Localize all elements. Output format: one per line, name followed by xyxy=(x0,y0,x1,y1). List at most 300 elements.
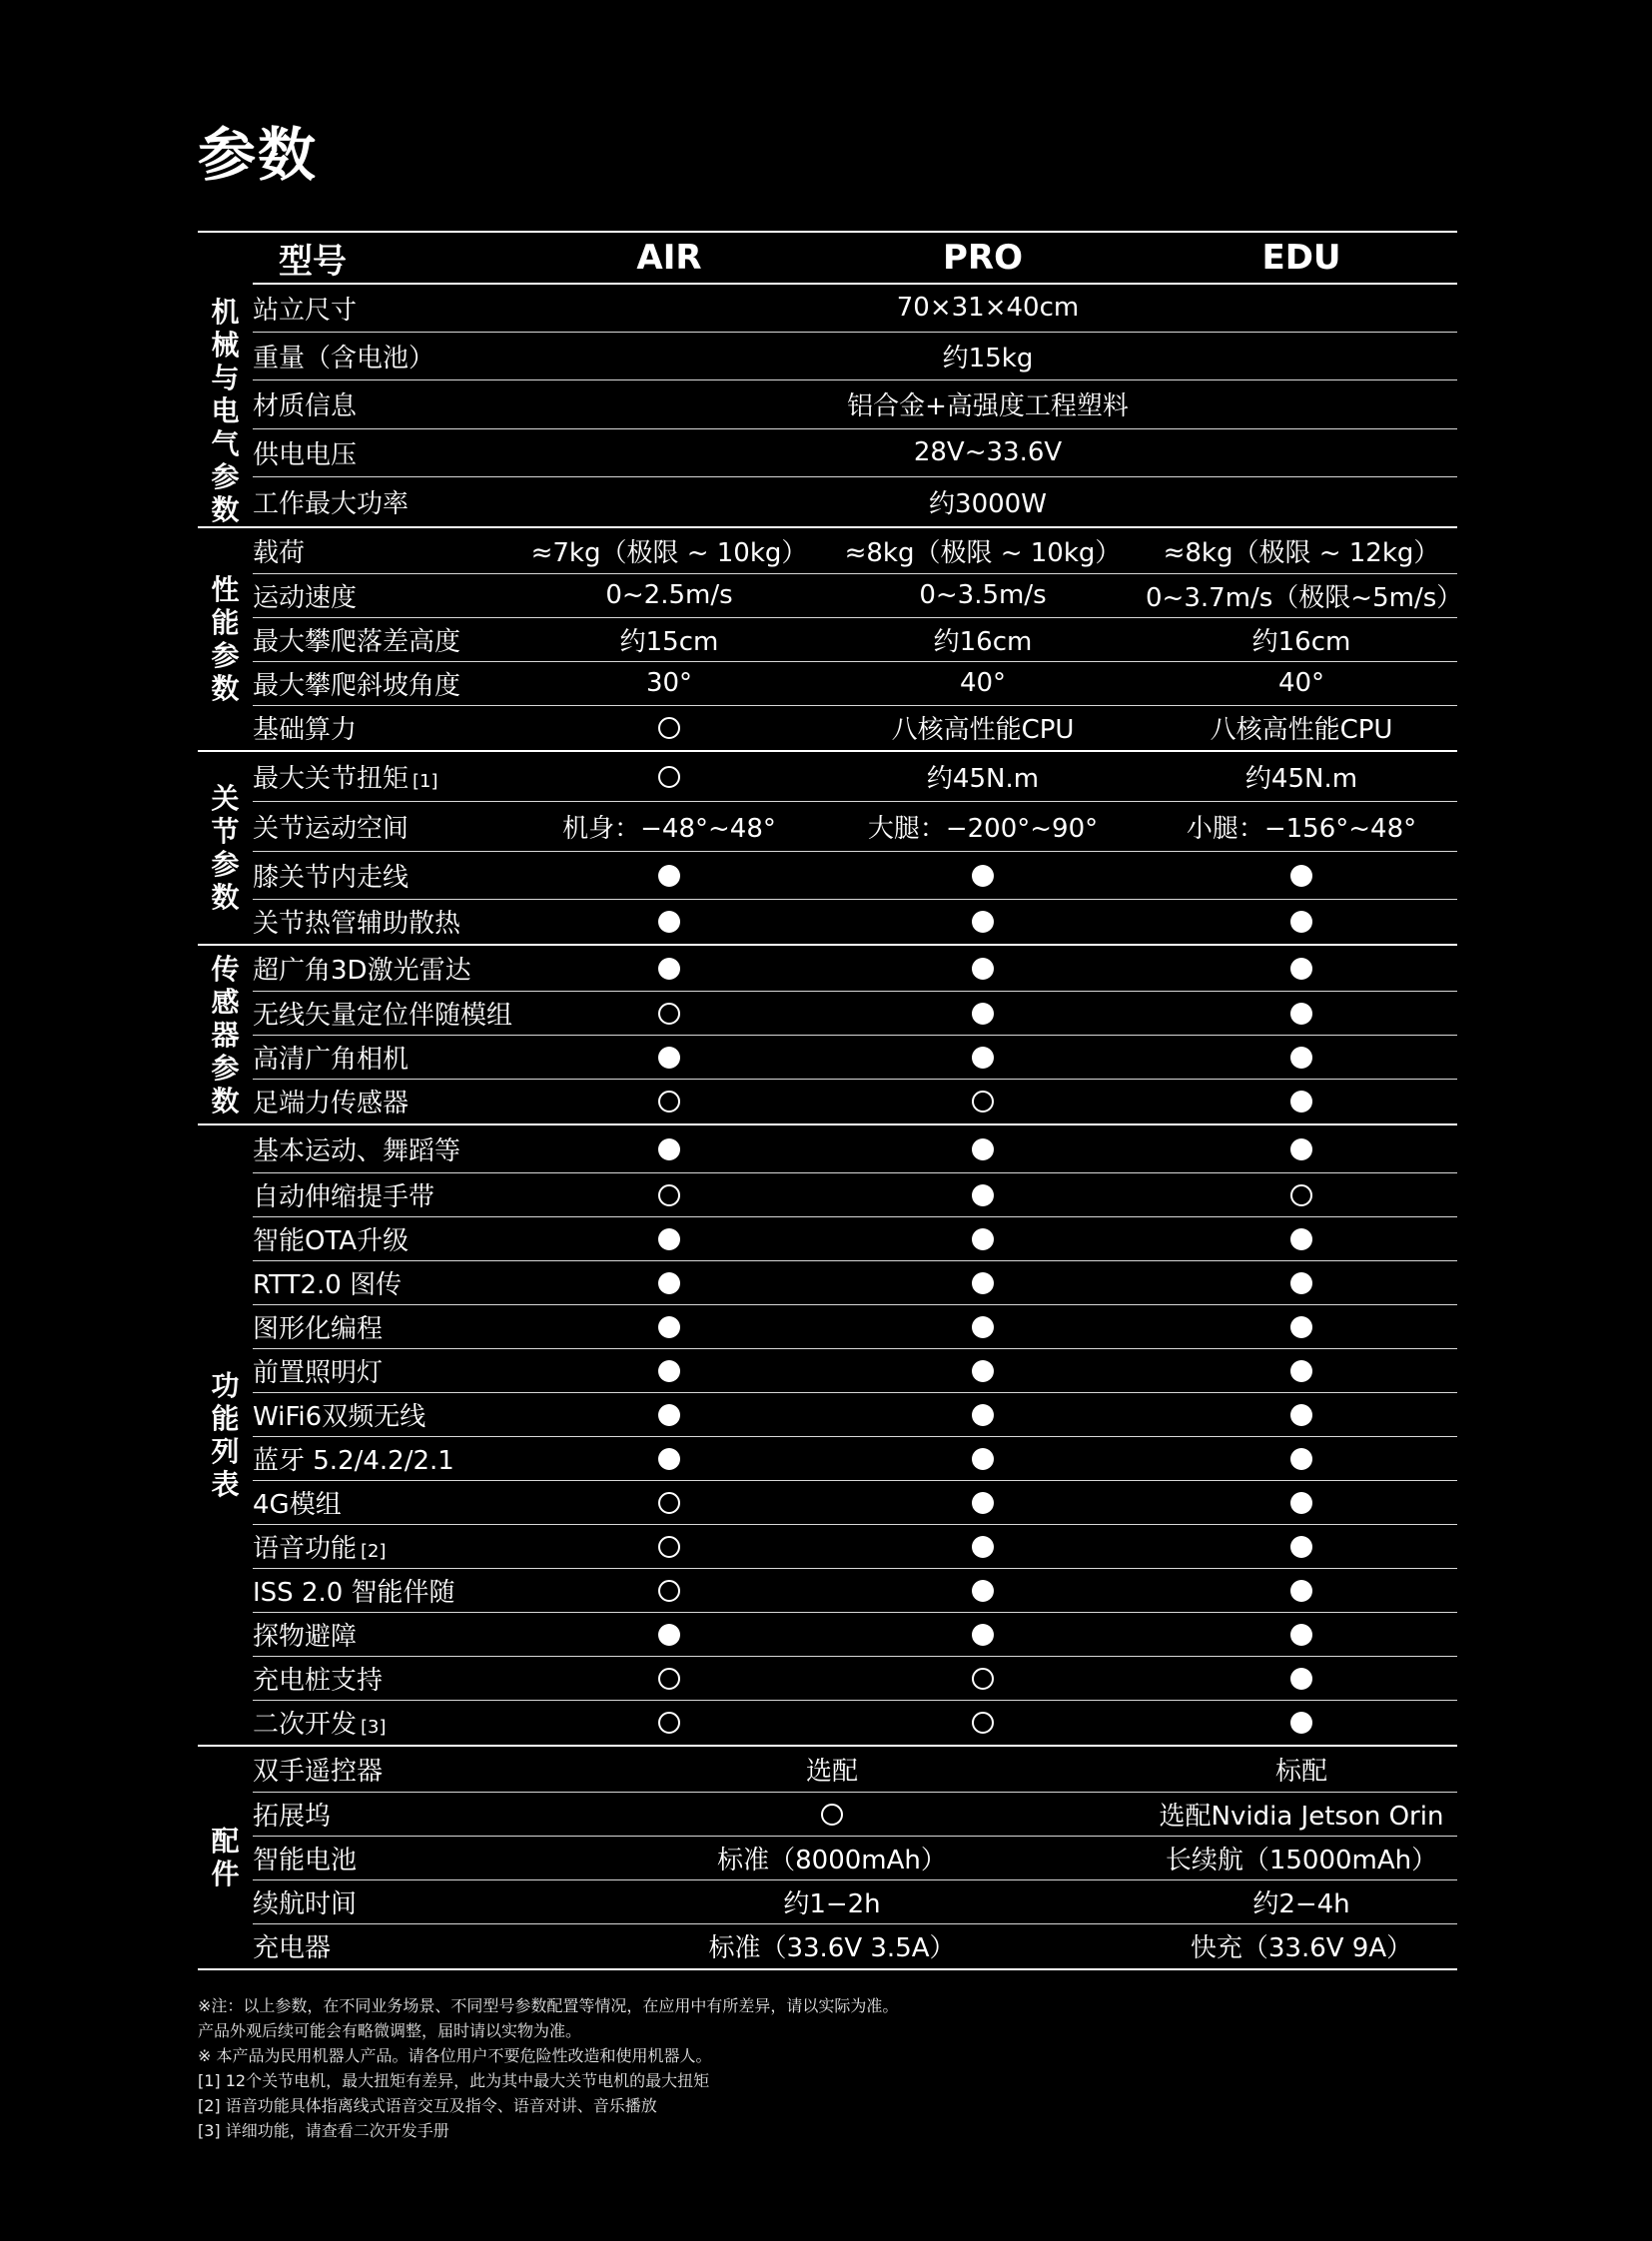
value-pro xyxy=(820,1612,1146,1656)
cell-value: 70×31×40cm xyxy=(896,293,1080,324)
filled-circle-icon xyxy=(972,1003,994,1025)
cell-value: 八核高性能CPU xyxy=(1210,715,1393,746)
value-air xyxy=(518,573,820,617)
value-edu xyxy=(1146,1700,1457,1746)
row-label-text: 运动速度 xyxy=(253,582,358,613)
model-header-pro: PRO xyxy=(820,232,1146,284)
filled-circle-icon xyxy=(1290,865,1312,887)
value-edu xyxy=(1146,1260,1457,1304)
cell-value: 约15cm xyxy=(619,626,719,657)
footnote-line: [1] 12个关节电机，最大扭矩有差异，此为其中最大关节电机的最大扭矩 xyxy=(198,2071,710,2090)
filled-circle-icon xyxy=(1290,1492,1312,1514)
empty-circle-icon xyxy=(972,1712,994,1734)
filled-circle-icon xyxy=(658,1047,680,1069)
row-label-text: 续航时间 xyxy=(253,1888,358,1919)
row-label-text: 足端力传感器 xyxy=(253,1089,410,1120)
table-row xyxy=(198,1079,1457,1124)
filled-circle-icon xyxy=(1290,1091,1312,1113)
value-edu xyxy=(1146,1392,1457,1436)
row-label xyxy=(253,428,518,476)
table-row xyxy=(198,284,1457,332)
filled-circle-icon xyxy=(972,1316,994,1338)
value-air xyxy=(518,1079,820,1124)
value-edu xyxy=(1146,1792,1457,1836)
empty-circle-icon xyxy=(658,717,680,739)
row-label-text: RTT2.0 图传 xyxy=(253,1269,403,1300)
value-air xyxy=(518,1304,820,1348)
row-label xyxy=(253,751,518,801)
row-label-text: 站立尺寸 xyxy=(253,295,358,326)
filled-circle-icon xyxy=(1290,1624,1312,1646)
table-row xyxy=(198,1746,1457,1792)
filled-circle-icon xyxy=(972,1360,994,1382)
category-char: 传 xyxy=(211,952,240,986)
cell-value: 长续航（15000mAh） xyxy=(1165,1845,1438,1875)
filled-circle-icon xyxy=(658,1360,680,1382)
value-air-pro xyxy=(518,1923,1146,1969)
cell-value: 40° xyxy=(959,668,1007,698)
value-air-pro xyxy=(518,1879,1146,1923)
cell-value: ≈7kg（极限 ~ 10kg） xyxy=(530,537,808,568)
value-edu xyxy=(1146,1656,1457,1700)
footnote-ref: [3] xyxy=(361,1717,387,1739)
filled-circle-icon xyxy=(1290,1003,1312,1025)
empty-circle-icon xyxy=(658,766,680,788)
value-edu xyxy=(1146,1746,1457,1792)
category-char: 机 xyxy=(211,296,240,329)
value-pro xyxy=(820,945,1146,991)
model-header-label: 型号 xyxy=(253,232,518,284)
row-label-text: 最大关节扭矩 xyxy=(253,763,410,794)
empty-circle-icon xyxy=(658,1184,680,1206)
row-label xyxy=(253,1923,518,1969)
value-pro xyxy=(820,1035,1146,1079)
filled-circle-icon xyxy=(658,865,680,887)
value-pro xyxy=(820,1656,1146,1700)
table-row xyxy=(198,991,1457,1035)
value-air xyxy=(518,1172,820,1216)
table-row xyxy=(198,1392,1457,1436)
table-row xyxy=(198,705,1457,751)
row-label xyxy=(253,899,518,945)
table-row xyxy=(198,751,1457,801)
value-edu xyxy=(1146,527,1457,573)
category-label xyxy=(198,527,253,751)
filled-circle-icon xyxy=(658,1404,680,1426)
header-row xyxy=(198,232,1457,284)
value-pro xyxy=(820,899,1146,945)
row-label xyxy=(253,1124,518,1172)
value-air xyxy=(518,617,820,661)
filled-circle-icon xyxy=(1290,1316,1312,1338)
category-char: 节 xyxy=(211,815,240,848)
row-label xyxy=(253,476,518,527)
table-row xyxy=(198,1035,1457,1079)
cell-value: 大腿：−200°~90° xyxy=(867,813,1099,844)
category-label xyxy=(198,284,253,527)
value-pro xyxy=(820,705,1146,751)
cell-value: 约1−2h xyxy=(783,1888,881,1919)
row-label-text: 前置照明灯 xyxy=(253,1357,384,1388)
filled-circle-icon xyxy=(658,1138,680,1160)
category-label xyxy=(198,1746,253,1969)
table-row xyxy=(198,1304,1457,1348)
value-edu xyxy=(1146,1348,1457,1392)
table-row xyxy=(198,1524,1457,1568)
value-edu xyxy=(1146,945,1457,991)
value-edu xyxy=(1146,1923,1457,1969)
row-label xyxy=(253,617,518,661)
value-edu xyxy=(1146,1079,1457,1124)
cell-value: 约45N.m xyxy=(1244,763,1358,794)
value-pro xyxy=(820,1700,1146,1746)
filled-circle-icon xyxy=(972,958,994,980)
category-char: 感 xyxy=(211,985,240,1019)
table-row xyxy=(198,332,1457,379)
value-edu xyxy=(1146,1524,1457,1568)
value-pro xyxy=(820,1124,1146,1172)
merged-value xyxy=(518,476,1457,527)
row-label xyxy=(253,1348,518,1392)
row-label xyxy=(253,1656,518,1700)
value-pro xyxy=(820,573,1146,617)
value-edu xyxy=(1146,617,1457,661)
category-char: 与 xyxy=(211,362,240,394)
value-air xyxy=(518,1700,820,1746)
value-pro xyxy=(820,851,1146,899)
row-label-text: 最大攀爬斜坡角度 xyxy=(253,670,461,701)
cell-value: 标准（33.6V 3.5A） xyxy=(708,1933,956,1964)
value-pro xyxy=(820,1260,1146,1304)
filled-circle-icon xyxy=(972,1228,994,1250)
row-label-text: 自动伸缩提手带 xyxy=(253,1181,435,1212)
row-label-text: WiFi6双频无线 xyxy=(253,1401,426,1432)
cell-value: ≈8kg（极限 ~ 10kg） xyxy=(844,537,1122,568)
footnotes xyxy=(198,1993,898,2143)
row-label-text: 材质信息 xyxy=(253,391,358,422)
value-pro xyxy=(820,1524,1146,1568)
table-row xyxy=(198,661,1457,705)
value-pro xyxy=(820,1392,1146,1436)
value-edu xyxy=(1146,1035,1457,1079)
cell-value: 标配 xyxy=(1274,1756,1327,1787)
cell-value: 选配 xyxy=(805,1756,858,1787)
row-label xyxy=(253,332,518,379)
row-label xyxy=(253,573,518,617)
category-char: 关 xyxy=(211,782,240,815)
filled-circle-icon xyxy=(1290,1448,1312,1470)
filled-circle-icon xyxy=(1290,1712,1312,1734)
value-edu xyxy=(1146,899,1457,945)
footnote-line: ※注：以上参数，在不同业务场景、不同型号参数配置等情况，在应用中有所差异，请以实际为准。 xyxy=(198,1996,899,2015)
cell-value: 0~3.7m/s（极限~5m/s） xyxy=(1146,582,1463,613)
row-label xyxy=(253,1436,518,1480)
value-edu xyxy=(1146,1612,1457,1656)
cell-value: 约2−4h xyxy=(1252,1888,1350,1919)
filled-circle-icon xyxy=(972,1536,994,1558)
row-label xyxy=(253,1792,518,1836)
filled-circle-icon xyxy=(972,911,994,933)
filled-circle-icon xyxy=(1290,1228,1312,1250)
row-label xyxy=(253,1304,518,1348)
category-char: 件 xyxy=(211,1858,240,1890)
row-label xyxy=(253,1480,518,1524)
filled-circle-icon xyxy=(1290,1138,1312,1160)
row-label-text: 超广角3D激光雷达 xyxy=(253,955,471,986)
filled-circle-icon xyxy=(1290,958,1312,980)
filled-circle-icon xyxy=(1290,1536,1312,1558)
table-row xyxy=(198,1124,1457,1172)
cell-value: 标准（8000mAh） xyxy=(717,1845,947,1875)
filled-circle-icon xyxy=(1290,1047,1312,1069)
category-char: 参 xyxy=(211,1051,240,1085)
row-label-text: 语音功能 xyxy=(253,1533,358,1564)
row-label xyxy=(253,661,518,705)
category-char: 能 xyxy=(211,606,240,639)
table-row xyxy=(198,1172,1457,1216)
category-label xyxy=(198,945,253,1124)
row-label xyxy=(253,801,518,851)
value-edu xyxy=(1146,573,1463,617)
row-label xyxy=(253,851,518,899)
filled-circle-icon xyxy=(972,1404,994,1426)
cell-value: 小腿：−156°~48° xyxy=(1186,813,1417,844)
row-label xyxy=(253,705,518,751)
value-air-pro xyxy=(518,1746,1146,1792)
table-row xyxy=(198,380,1457,428)
row-label xyxy=(253,991,518,1035)
filled-circle-icon xyxy=(972,1580,994,1602)
filled-circle-icon xyxy=(972,865,994,887)
table-row xyxy=(198,1568,1457,1612)
row-label xyxy=(253,1216,518,1260)
value-air-pro xyxy=(518,1792,1146,1836)
row-label xyxy=(253,527,518,573)
filled-circle-icon xyxy=(1290,1580,1312,1602)
row-label-text: 关节运动空间 xyxy=(253,813,410,844)
filled-circle-icon xyxy=(1290,1668,1312,1690)
row-label-text: 基础算力 xyxy=(253,715,358,746)
row-label xyxy=(253,1700,518,1746)
value-air xyxy=(518,851,820,899)
table-row xyxy=(198,527,1457,573)
cell-value: 约16cm xyxy=(1251,626,1351,657)
empty-circle-icon xyxy=(658,1003,680,1025)
value-air xyxy=(518,1216,820,1260)
value-edu xyxy=(1146,1124,1457,1172)
row-label-text: 基本运动、舞蹈等 xyxy=(253,1135,461,1166)
category-char: 参 xyxy=(211,848,240,881)
spec-table-body xyxy=(198,232,1463,1969)
model-header-edu: EDU xyxy=(1146,232,1457,284)
cell-value: ≈8kg（极限 ~ 12kg） xyxy=(1163,537,1440,568)
row-label-text: 充电器 xyxy=(253,1933,332,1964)
filled-circle-icon xyxy=(972,1138,994,1160)
cell-value: 0~2.5m/s xyxy=(605,580,733,610)
value-pro xyxy=(820,1304,1146,1348)
value-air-pro xyxy=(518,1836,1146,1879)
table-row xyxy=(198,1436,1457,1480)
row-label xyxy=(253,1836,518,1879)
value-air xyxy=(518,705,820,751)
table-row xyxy=(198,1260,1457,1304)
footnote-line: [2] 语音功能具体指离线式语音交互及指令、语音对讲、音乐播放 xyxy=(198,2096,657,2115)
cell-value: 0~3.5m/s xyxy=(919,580,1047,610)
value-air xyxy=(518,1480,820,1524)
table-row xyxy=(198,1836,1457,1879)
value-pro xyxy=(820,527,1146,573)
cell-value: 快充（33.6V 9A） xyxy=(1190,1933,1413,1964)
empty-circle-icon xyxy=(972,1668,994,1690)
value-edu xyxy=(1146,1304,1457,1348)
value-edu xyxy=(1146,705,1457,751)
model-header-air: AIR xyxy=(518,232,820,284)
filled-circle-icon xyxy=(972,1624,994,1646)
filled-circle-icon xyxy=(1290,1272,1312,1294)
joint-range xyxy=(820,801,1146,851)
table-row xyxy=(198,1216,1457,1260)
cell-value: 选配Nvidia Jetson Orin xyxy=(1159,1801,1444,1832)
empty-circle-icon xyxy=(1290,1184,1312,1206)
cell-value: 机身：−48°~48° xyxy=(562,813,776,844)
value-air xyxy=(518,991,820,1035)
empty-circle-icon xyxy=(821,1804,843,1826)
cell-value: 铝合金+高强度工程塑料 xyxy=(847,391,1129,422)
value-pro xyxy=(820,751,1146,801)
category-char: 数 xyxy=(211,493,240,526)
table-row xyxy=(198,1480,1457,1524)
filled-circle-icon xyxy=(658,1316,680,1338)
table-row xyxy=(198,945,1457,991)
row-label-text: 工作最大功率 xyxy=(253,488,410,519)
footnote-line: 产品外观后续可能会有略微调整，届时请以实物为准。 xyxy=(198,2021,582,2040)
table-row xyxy=(198,1656,1457,1700)
value-edu xyxy=(1146,851,1457,899)
category-char: 数 xyxy=(211,1084,240,1118)
row-label xyxy=(253,1879,518,1923)
row-label xyxy=(253,1172,518,1216)
cell-value: 约16cm xyxy=(933,626,1033,657)
row-label xyxy=(253,380,518,428)
table-row xyxy=(198,1348,1457,1392)
value-edu xyxy=(1146,751,1457,801)
value-air xyxy=(518,1524,820,1568)
filled-circle-icon xyxy=(1290,1360,1312,1382)
row-label xyxy=(253,1568,518,1612)
row-label xyxy=(253,1746,518,1792)
table-row xyxy=(198,476,1457,527)
category-char: 性 xyxy=(211,573,240,606)
category-char: 数 xyxy=(211,672,240,705)
value-pro xyxy=(820,1436,1146,1480)
value-pro xyxy=(820,661,1146,705)
row-label xyxy=(253,284,518,332)
row-label xyxy=(253,1260,518,1304)
value-air xyxy=(518,751,820,801)
table-row xyxy=(198,801,1457,851)
table-row xyxy=(198,1612,1457,1656)
value-air xyxy=(518,1035,820,1079)
merged-value xyxy=(518,332,1457,379)
joint-range xyxy=(518,801,820,851)
joint-range xyxy=(1146,801,1457,851)
table-row xyxy=(198,428,1457,476)
row-label-text: 智能OTA升级 xyxy=(253,1225,410,1256)
value-edu xyxy=(1146,991,1457,1035)
value-air xyxy=(518,1436,820,1480)
table-row xyxy=(198,1792,1457,1836)
merged-value xyxy=(518,380,1457,428)
row-label-text: 智能电池 xyxy=(253,1845,358,1875)
category-char: 气 xyxy=(211,427,240,460)
footnote-line: [3] 详细功能，请查看二次开发手册 xyxy=(198,2121,449,2140)
filled-circle-icon xyxy=(658,1624,680,1646)
row-label-text: 4G模组 xyxy=(253,1489,342,1520)
table-row xyxy=(198,1923,1457,1969)
value-air xyxy=(518,1260,820,1304)
value-air xyxy=(518,1568,820,1612)
footnote-line: ※ 本产品为民用机器人产品。请各位用户不要危险性改造和使用机器人。 xyxy=(198,2046,712,2065)
filled-circle-icon xyxy=(972,1184,994,1206)
row-label-text: 拓展坞 xyxy=(253,1801,332,1832)
row-label xyxy=(253,1612,518,1656)
cell-value: 约45N.m xyxy=(926,763,1040,794)
row-label-text: 重量（含电池） xyxy=(253,344,435,374)
value-edu xyxy=(1146,1836,1457,1879)
value-air xyxy=(518,1392,820,1436)
value-air xyxy=(518,1612,820,1656)
value-edu xyxy=(1146,1480,1457,1524)
value-air xyxy=(518,945,820,991)
row-label xyxy=(253,1079,518,1124)
category-char: 参 xyxy=(211,639,240,672)
row-label-text: 双手遥控器 xyxy=(253,1756,384,1787)
filled-circle-icon xyxy=(658,1272,680,1294)
row-label-text: 探物避障 xyxy=(253,1621,358,1652)
row-label-text: 载荷 xyxy=(253,537,306,568)
value-pro xyxy=(820,1480,1146,1524)
cell-value: 30° xyxy=(645,668,693,698)
value-air xyxy=(518,661,820,705)
table-row xyxy=(198,617,1457,661)
footnote-ref: [2] xyxy=(361,1540,387,1562)
value-air xyxy=(518,899,820,945)
row-label-text: ISS 2.0 智能伴随 xyxy=(253,1577,455,1608)
filled-circle-icon xyxy=(658,1448,680,1470)
empty-circle-icon xyxy=(658,1536,680,1558)
category-label xyxy=(198,1124,253,1746)
row-label-text: 供电电压 xyxy=(253,439,358,470)
table-row xyxy=(198,573,1457,617)
row-label-text: 最大攀爬落差高度 xyxy=(253,626,461,657)
filled-circle-icon xyxy=(972,1272,994,1294)
cell-value: 28V~33.6V xyxy=(913,437,1063,468)
row-label xyxy=(253,945,518,991)
row-label-text: 无线矢量定位伴随模组 xyxy=(253,1000,513,1031)
filled-circle-icon xyxy=(658,958,680,980)
table-row xyxy=(198,899,1457,945)
category-char: 表 xyxy=(211,1468,240,1501)
category-char: 器 xyxy=(211,1018,240,1052)
table-row xyxy=(198,1879,1457,1923)
filled-circle-icon xyxy=(658,911,680,933)
cell-value: 约15kg xyxy=(942,344,1034,374)
merged-value xyxy=(518,428,1457,476)
value-edu xyxy=(1146,1216,1457,1260)
empty-circle-icon xyxy=(658,1091,680,1113)
category-label xyxy=(198,751,253,945)
category-blank xyxy=(198,232,253,284)
